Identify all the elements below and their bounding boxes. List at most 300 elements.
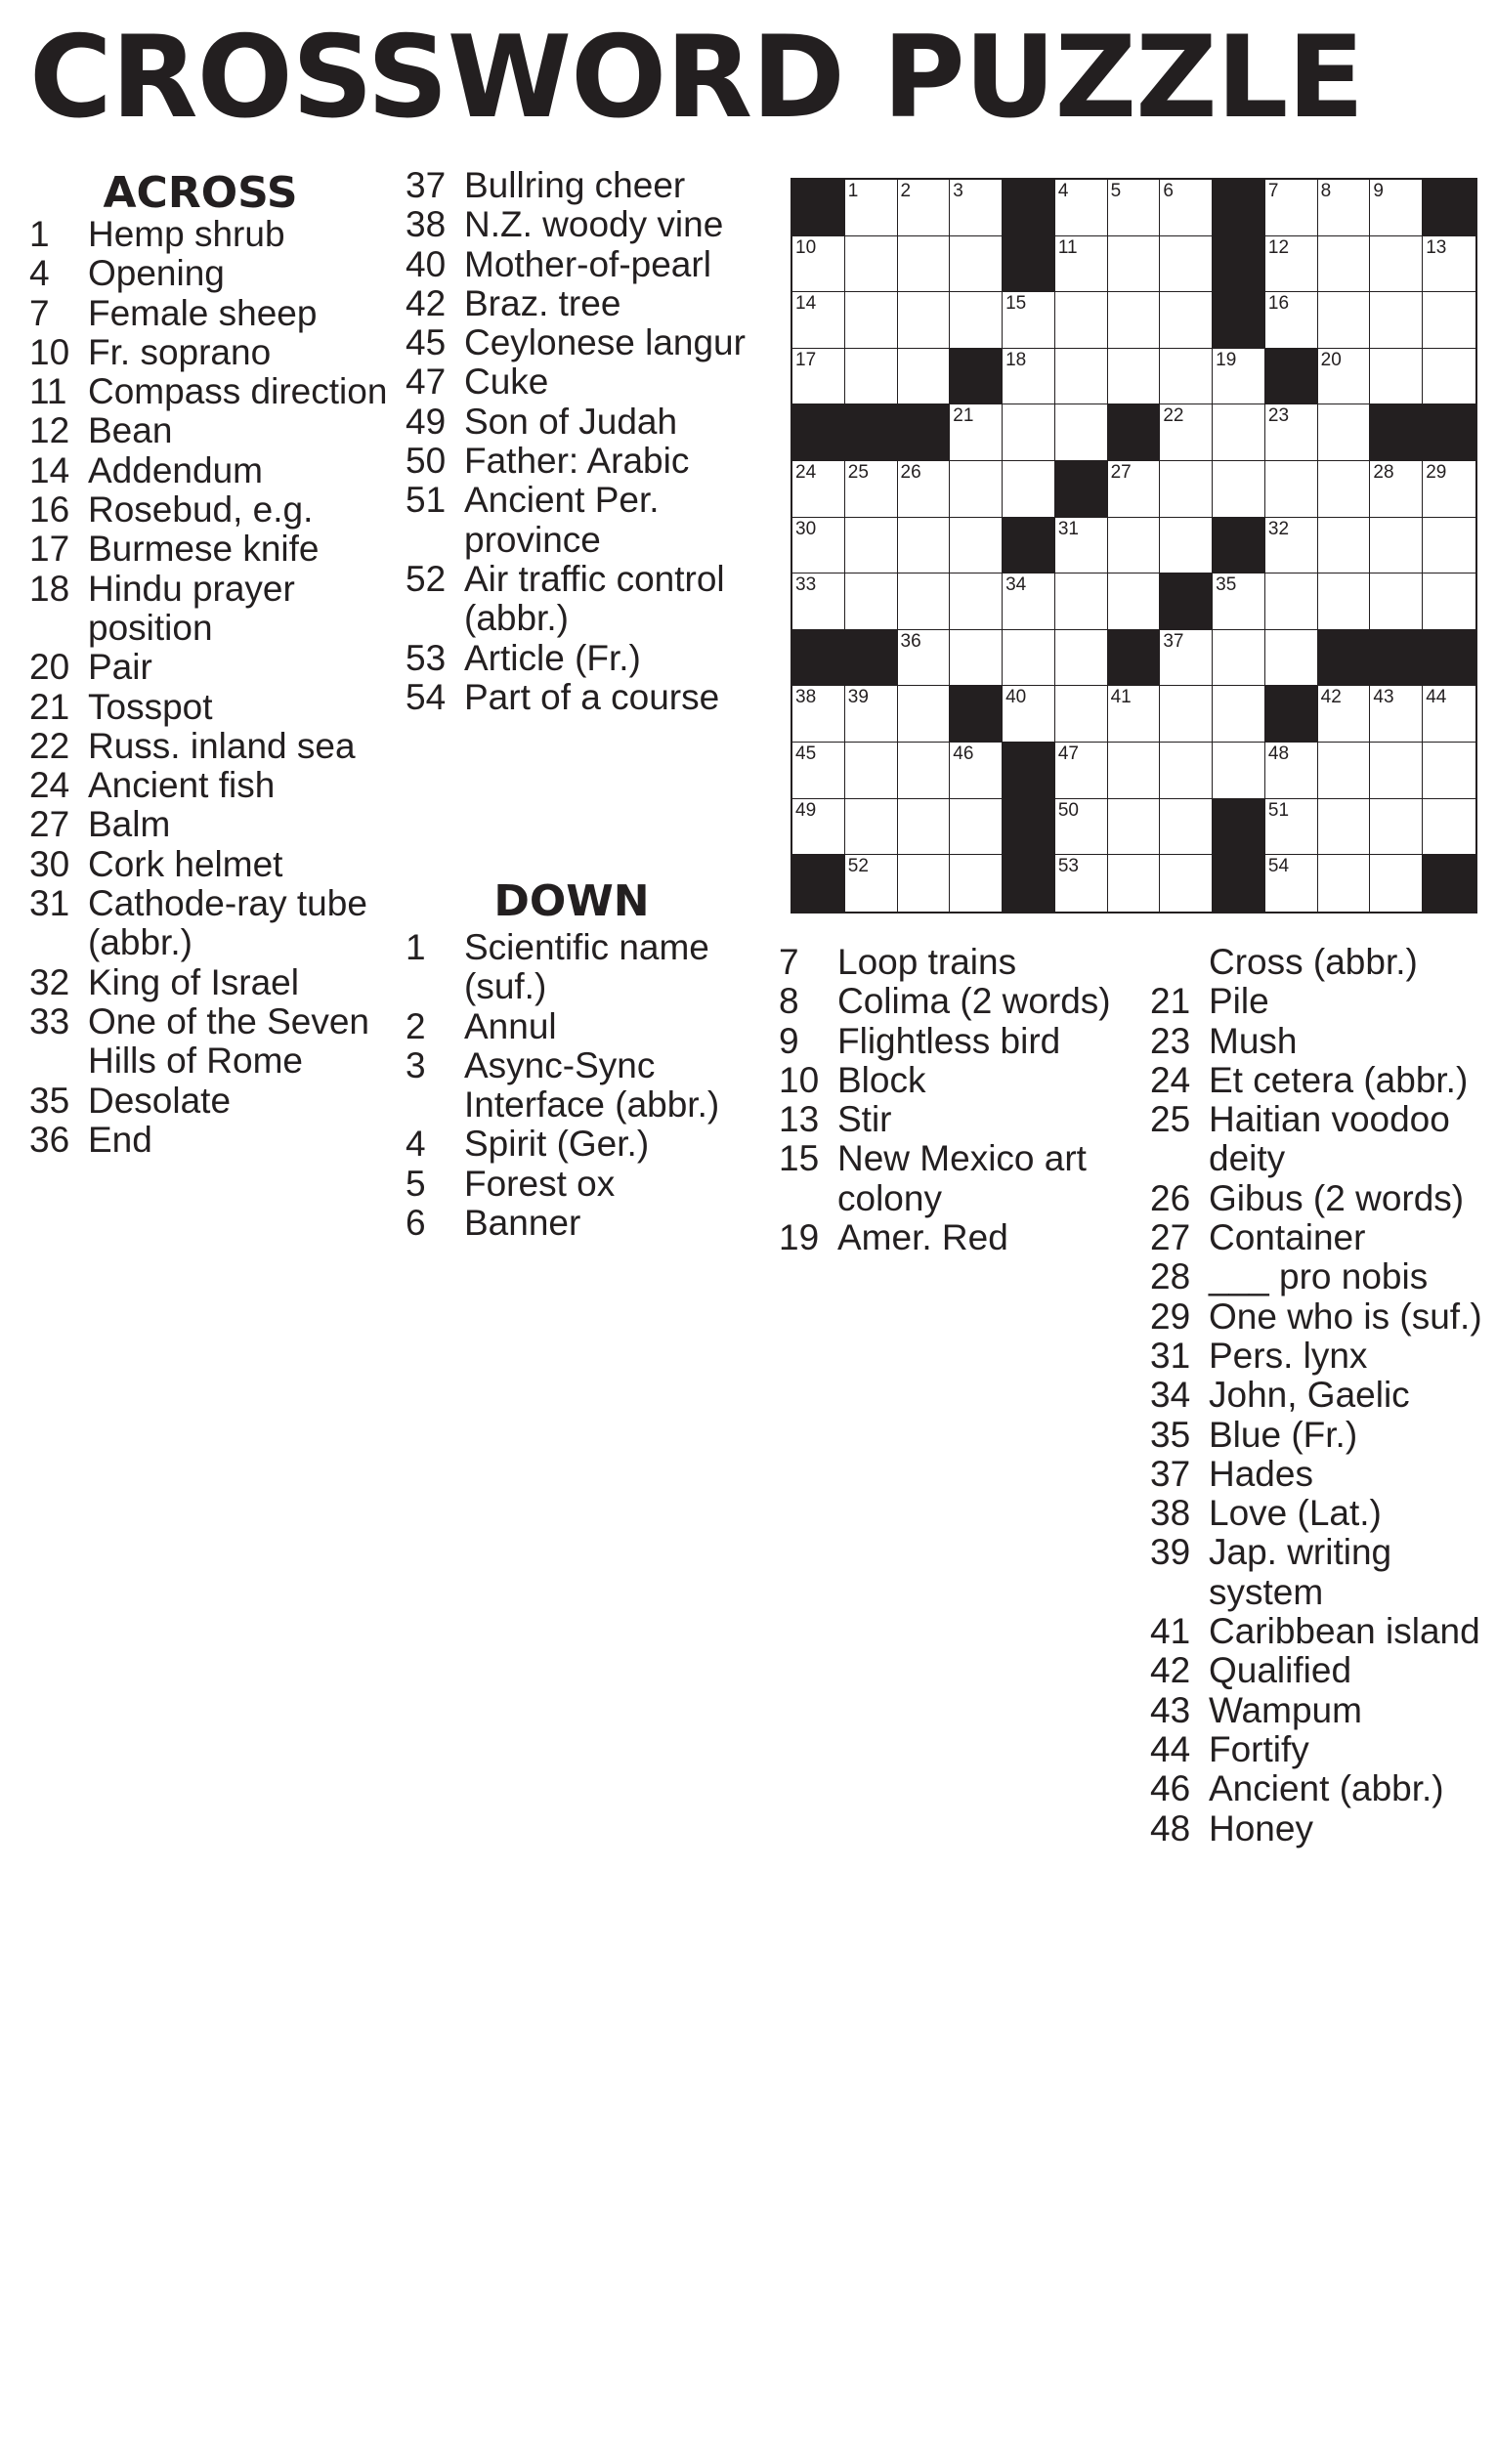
clue-text: Braz. tree — [464, 282, 621, 323]
clue-item — [1150, 1179, 1496, 1218]
clue-number: 27 — [1150, 1217, 1191, 1258]
clue-number: 20 — [29, 647, 70, 688]
clue-item — [29, 490, 391, 530]
grid-cell[interactable] — [1265, 180, 1318, 236]
clue-item — [29, 963, 391, 1002]
cell-number: 7 — [1267, 181, 1279, 201]
grid-cell[interactable] — [1055, 404, 1108, 461]
clue-text: Part of a course — [464, 676, 720, 717]
clue-text: Mother-of-pearl — [464, 243, 711, 284]
cell-number: 15 — [1005, 293, 1027, 315]
clue-item — [29, 766, 391, 805]
grid-block — [845, 404, 898, 461]
cell-number: 29 — [1426, 462, 1447, 484]
clue-text: Desolate — [88, 1080, 232, 1121]
clue-item — [406, 403, 752, 442]
clue-text: Forest ox — [464, 1163, 616, 1204]
cell-number: 8 — [1320, 181, 1332, 201]
grid-cell[interactable] — [898, 855, 951, 912]
grid-cell[interactable] — [1370, 686, 1423, 743]
grid-cell[interactable] — [1370, 292, 1423, 349]
cell-number: 10 — [795, 236, 817, 258]
grid-cell[interactable] — [845, 799, 898, 856]
grid-cell[interactable] — [792, 518, 845, 574]
cell-number: 17 — [795, 349, 817, 370]
grid-cell[interactable] — [1318, 686, 1371, 743]
clue-item — [406, 205, 752, 244]
clue-item — [29, 530, 391, 569]
grid-block — [792, 855, 845, 912]
grid-cell[interactable] — [1423, 518, 1475, 574]
grid-cell[interactable] — [792, 743, 845, 799]
grid-block — [1213, 799, 1265, 856]
grid-cell[interactable] — [845, 349, 898, 405]
cell-number: 45 — [795, 743, 817, 765]
clue-item — [1150, 1691, 1496, 1730]
cell-number: 6 — [1163, 181, 1174, 201]
grid-cell[interactable] — [1213, 574, 1265, 630]
clue-item — [1150, 1455, 1496, 1494]
clue-text: Hemp shrub — [88, 214, 285, 254]
grid-cell[interactable] — [950, 630, 1003, 687]
clue-item — [29, 805, 391, 844]
clue-number: 54 — [406, 676, 447, 717]
clue-text: Opening — [88, 253, 225, 294]
cell-number: 54 — [1267, 856, 1290, 877]
cell-number: 12 — [1267, 236, 1290, 258]
clue-item — [406, 166, 752, 205]
grid-cell[interactable] — [1213, 630, 1265, 687]
grid-cell[interactable] — [1108, 686, 1161, 743]
clue-item — [1150, 1257, 1496, 1296]
clue-item — [779, 1100, 1135, 1139]
grid-cell[interactable] — [792, 686, 845, 743]
cell-number: 22 — [1163, 405, 1184, 427]
grid-cell[interactable] — [1318, 461, 1371, 518]
grid-cell[interactable] — [1160, 236, 1213, 293]
grid-cell[interactable] — [1265, 799, 1318, 856]
clue-number: 52 — [406, 558, 447, 599]
clue-number: 41 — [1150, 1611, 1191, 1652]
grid-cell[interactable] — [950, 292, 1003, 349]
grid-cell[interactable] — [1003, 686, 1055, 743]
clue-item — [406, 560, 752, 639]
clue-number: 27 — [29, 804, 70, 845]
grid-cell[interactable] — [1108, 799, 1161, 856]
grid-cell[interactable] — [950, 518, 1003, 574]
grid-cell[interactable] — [1160, 292, 1213, 349]
clue-number: 40 — [406, 243, 447, 284]
cell-number: 37 — [1163, 630, 1184, 652]
clue-number: 9 — [779, 1020, 799, 1061]
grid-cell[interactable] — [1423, 461, 1475, 518]
clue-number: 47 — [406, 361, 447, 403]
grid-cell[interactable] — [898, 518, 951, 574]
clue-text: Compass direction — [88, 371, 388, 412]
grid-block — [1003, 855, 1055, 912]
cell-number: 52 — [847, 856, 869, 877]
grid-block — [792, 404, 845, 461]
grid-cell[interactable] — [1423, 236, 1475, 293]
clue-text: Et cetera (abbr.) — [1209, 1059, 1469, 1100]
grid-block — [1423, 404, 1475, 461]
clue-item — [406, 442, 752, 481]
grid-cell[interactable] — [950, 574, 1003, 630]
grid-cell[interactable] — [950, 236, 1003, 293]
grid-cell[interactable] — [845, 855, 898, 912]
cell-number: 16 — [1267, 293, 1290, 315]
clue-text: Bullring cheer — [464, 165, 686, 205]
clue-item — [406, 1125, 752, 1164]
clue-number: 21 — [29, 686, 70, 727]
grid-cell[interactable] — [1423, 686, 1475, 743]
grid-cell[interactable] — [1265, 518, 1318, 574]
grid-cell[interactable] — [1318, 799, 1371, 856]
clue-number: 53 — [406, 637, 447, 678]
grid-cell[interactable] — [950, 461, 1003, 518]
clue-text: Pair — [88, 647, 152, 688]
clue-text: Air traffic control (abbr.) — [464, 558, 725, 639]
grid-cell[interactable] — [1160, 743, 1213, 799]
grid-block — [1370, 404, 1423, 461]
grid-cell[interactable] — [1108, 574, 1161, 630]
clue-item — [406, 678, 752, 717]
clue-text: Loop trains — [837, 942, 1017, 982]
grid-block — [898, 404, 951, 461]
across-heading: ACROSS — [103, 168, 298, 218]
clue-number: 21 — [1150, 981, 1191, 1022]
grid-cell[interactable] — [792, 461, 845, 518]
clue-item — [29, 294, 391, 333]
clue-number: 4 — [29, 253, 50, 294]
grid-block — [1003, 180, 1055, 236]
grid-cell[interactable] — [1108, 236, 1161, 293]
clue-number: 31 — [29, 883, 70, 924]
grid-cell[interactable] — [1370, 518, 1423, 574]
grid-cell[interactable] — [1108, 743, 1161, 799]
grid-cell[interactable] — [845, 180, 898, 236]
grid-cell[interactable] — [1318, 743, 1371, 799]
clue-item — [29, 254, 391, 293]
grid-cell[interactable] — [1160, 518, 1213, 574]
grid-cell[interactable] — [1160, 855, 1213, 912]
grid-cell[interactable] — [898, 574, 951, 630]
grid-cell[interactable] — [1003, 404, 1055, 461]
clue-text: Love (Lat.) — [1209, 1493, 1382, 1534]
grid-cell[interactable] — [1213, 743, 1265, 799]
clue-text: Female sheep — [88, 292, 318, 333]
cell-number: 39 — [847, 687, 869, 708]
clue-item — [1150, 1494, 1496, 1533]
clue-item — [1150, 1651, 1496, 1690]
grid-cell[interactable] — [1055, 799, 1108, 856]
grid-cell[interactable] — [845, 292, 898, 349]
grid-block — [1055, 461, 1108, 518]
cell-number: 44 — [1426, 687, 1447, 708]
clue-item — [779, 1022, 1135, 1061]
clue-number: 3 — [406, 1044, 426, 1085]
clue-text: Honey — [1209, 1807, 1313, 1848]
clue-number: 19 — [779, 1217, 820, 1258]
cell-number: 30 — [795, 518, 817, 539]
clue-number: 37 — [1150, 1453, 1191, 1494]
grid-cell[interactable] — [1055, 574, 1108, 630]
grid-cell[interactable] — [1055, 686, 1108, 743]
grid-cell[interactable] — [1423, 292, 1475, 349]
clue-number: 29 — [1150, 1296, 1191, 1337]
grid-cell[interactable] — [1108, 461, 1161, 518]
grid-cell[interactable] — [1265, 630, 1318, 687]
grid-cell[interactable] — [1160, 349, 1213, 405]
clue-number: 4 — [406, 1124, 426, 1165]
clue-item — [29, 451, 391, 490]
grid-cell[interactable] — [1318, 404, 1371, 461]
clue-text: Pers. lynx — [1209, 1335, 1368, 1376]
grid-cell[interactable] — [1423, 349, 1475, 405]
grid-cell[interactable] — [950, 855, 1003, 912]
clue-text: Container — [1209, 1217, 1366, 1258]
clue-text: Wampum — [1209, 1689, 1362, 1730]
cell-number: 31 — [1057, 518, 1079, 539]
grid-cell[interactable] — [1370, 855, 1423, 912]
grid-cell[interactable] — [1318, 349, 1371, 405]
grid-cell[interactable] — [1423, 799, 1475, 856]
grid-cell[interactable] — [1160, 180, 1213, 236]
grid-cell[interactable] — [1213, 404, 1265, 461]
clue-item — [29, 845, 391, 884]
cell-number: 46 — [953, 743, 974, 765]
clue-item — [29, 1121, 391, 1160]
grid-cell[interactable] — [1370, 799, 1423, 856]
grid-cell[interactable] — [1108, 349, 1161, 405]
grid-cell[interactable] — [1318, 236, 1371, 293]
grid-cell[interactable] — [1318, 180, 1371, 236]
grid-cell[interactable] — [1003, 461, 1055, 518]
grid-cell[interactable] — [1213, 349, 1265, 405]
grid-cell[interactable] — [1318, 855, 1371, 912]
clue-number: 37 — [406, 165, 447, 205]
grid-cell[interactable] — [1055, 349, 1108, 405]
clue-text: Pile — [1209, 981, 1269, 1022]
grid-cell[interactable] — [950, 404, 1003, 461]
clue-text: New Mexico art colony — [837, 1138, 1087, 1218]
grid-cell[interactable] — [898, 349, 951, 405]
grid-cell[interactable] — [1055, 180, 1108, 236]
grid-cell[interactable] — [1265, 743, 1318, 799]
grid-cell[interactable] — [1265, 574, 1318, 630]
grid-block — [950, 686, 1003, 743]
grid-cell[interactable] — [1055, 743, 1108, 799]
clue-number: 6 — [406, 1203, 426, 1244]
clue-number: 11 — [29, 371, 67, 412]
clue-number: 33 — [29, 1000, 70, 1041]
cell-number: 19 — [1216, 349, 1237, 370]
grid-cell[interactable] — [1108, 855, 1161, 912]
grid-cell[interactable] — [1003, 630, 1055, 687]
grid-cell[interactable] — [1370, 180, 1423, 236]
clue-text: Cuke — [464, 361, 549, 403]
clue-item — [1150, 1376, 1496, 1415]
grid-cell[interactable] — [898, 180, 951, 236]
grid-cell[interactable] — [1003, 292, 1055, 349]
grid-block — [1160, 574, 1213, 630]
clue-number: 31 — [1150, 1335, 1191, 1376]
clue-text: One who is (suf.) — [1209, 1296, 1482, 1337]
grid-block — [1108, 404, 1161, 461]
cell-number: 33 — [795, 574, 817, 596]
grid-cell[interactable] — [1318, 518, 1371, 574]
grid-cell[interactable] — [1055, 630, 1108, 687]
grid-cell[interactable] — [1160, 799, 1213, 856]
grid-cell[interactable] — [898, 236, 951, 293]
clue-number: 46 — [1150, 1768, 1191, 1809]
clue-item — [29, 215, 391, 254]
grid-cell[interactable] — [1265, 292, 1318, 349]
clue-number: 13 — [779, 1099, 820, 1140]
grid-cell[interactable] — [1003, 349, 1055, 405]
grid-cell[interactable] — [1265, 855, 1318, 912]
clue-text: Cathode-ray tube (abbr.) — [88, 883, 367, 963]
clue-item — [406, 284, 752, 323]
grid-cell[interactable] — [1370, 236, 1423, 293]
clue-number: 15 — [779, 1138, 820, 1179]
grid-cell[interactable] — [1370, 743, 1423, 799]
grid-cell[interactable] — [1108, 180, 1161, 236]
clue-item — [779, 982, 1135, 1021]
grid-cell[interactable] — [1160, 404, 1213, 461]
grid-block — [1423, 855, 1475, 912]
clue-number: 43 — [1150, 1689, 1191, 1730]
clue-item — [1150, 982, 1496, 1021]
clue-number: 30 — [29, 843, 70, 884]
clue-number: 48 — [1150, 1807, 1191, 1848]
grid-cell[interactable] — [1265, 236, 1318, 293]
grid-cell[interactable] — [1055, 236, 1108, 293]
grid-cell[interactable] — [792, 574, 845, 630]
grid-cell[interactable] — [1213, 686, 1265, 743]
grid-cell[interactable] — [1055, 518, 1108, 574]
cell-number: 48 — [1267, 743, 1290, 765]
grid-cell[interactable] — [792, 349, 845, 405]
clue-item — [1150, 1533, 1496, 1612]
cell-number: 23 — [1267, 405, 1290, 427]
clue-text: Balm — [88, 804, 171, 845]
grid-cell[interactable] — [845, 518, 898, 574]
grid-cell[interactable] — [898, 630, 951, 687]
clue-item — [29, 648, 391, 687]
grid-cell[interactable] — [1213, 461, 1265, 518]
grid-cell[interactable] — [1265, 461, 1318, 518]
grid-block — [792, 630, 845, 687]
grid-cell[interactable] — [1055, 855, 1108, 912]
down-heading: DOWN — [493, 876, 650, 926]
grid-block — [792, 180, 845, 236]
grid-cell[interactable] — [1318, 574, 1371, 630]
grid-cell[interactable] — [950, 743, 1003, 799]
grid-cell[interactable] — [1003, 574, 1055, 630]
grid-cell[interactable] — [1055, 292, 1108, 349]
clue-item — [406, 928, 752, 1007]
grid-cell[interactable] — [1160, 630, 1213, 687]
clue-text: Caribbean island — [1209, 1611, 1480, 1652]
grid-cell[interactable] — [845, 461, 898, 518]
grid-cell[interactable] — [1108, 292, 1161, 349]
grid-cell[interactable] — [1370, 461, 1423, 518]
grid-cell[interactable] — [1423, 743, 1475, 799]
grid-cell[interactable] — [845, 686, 898, 743]
clue-item — [779, 1139, 1135, 1218]
grid-cell[interactable] — [1160, 686, 1213, 743]
grid-cell[interactable] — [1318, 292, 1371, 349]
grid-cell[interactable] — [898, 743, 951, 799]
grid-cell[interactable] — [1370, 574, 1423, 630]
grid-block — [1423, 180, 1475, 236]
grid-cell[interactable] — [1108, 518, 1161, 574]
clue-text: Fr. soprano — [88, 331, 272, 372]
grid-cell[interactable] — [792, 292, 845, 349]
grid-cell[interactable] — [1423, 574, 1475, 630]
grid-cell[interactable] — [898, 799, 951, 856]
grid-block — [1318, 630, 1371, 687]
clue-number: 7 — [29, 292, 50, 333]
clue-item — [779, 1061, 1135, 1100]
clue-item — [1150, 1100, 1496, 1179]
grid-block — [1265, 686, 1318, 743]
cell-number: 3 — [953, 181, 963, 201]
cell-number: 47 — [1057, 743, 1079, 765]
grid-block — [845, 630, 898, 687]
grid-cell[interactable] — [898, 686, 951, 743]
grid-cell[interactable] — [950, 180, 1003, 236]
clue-number: 28 — [1150, 1256, 1191, 1297]
down-clues-column-2 — [779, 943, 1135, 1257]
clue-item — [29, 1082, 391, 1121]
grid-block — [1265, 349, 1318, 405]
clue-text: Father: Arabic — [464, 441, 690, 482]
clue-item — [779, 1218, 1135, 1257]
grid-cell[interactable] — [845, 574, 898, 630]
clue-text: Son of Judah — [464, 401, 678, 442]
grid-cell[interactable] — [1370, 349, 1423, 405]
clue-text: Fortify — [1209, 1728, 1309, 1769]
clue-text: One of the Seven Hills of Rome — [88, 1000, 369, 1082]
clue-item — [1150, 1809, 1496, 1848]
clue-text: Mush — [1209, 1020, 1298, 1061]
grid-cell[interactable] — [950, 799, 1003, 856]
grid-cell[interactable] — [845, 743, 898, 799]
clue-item — [406, 1007, 752, 1046]
grid-cell[interactable] — [1265, 404, 1318, 461]
clue-number: 24 — [1150, 1059, 1191, 1100]
cell-number: 42 — [1320, 687, 1342, 708]
clue-text: Burmese knife — [88, 529, 320, 570]
grid-cell[interactable] — [1160, 461, 1213, 518]
cell-number: 21 — [953, 405, 974, 427]
clue-item — [406, 1204, 752, 1243]
cell-number: 1 — [847, 181, 859, 201]
clue-number: 35 — [1150, 1414, 1191, 1455]
clue-number: 35 — [29, 1080, 70, 1121]
page-title: CROSSWORD PUZZLE — [29, 12, 1364, 144]
grid-cell[interactable] — [898, 461, 951, 518]
grid-cell[interactable] — [845, 236, 898, 293]
grid-cell[interactable] — [898, 292, 951, 349]
clue-text: Colima (2 words) — [837, 981, 1111, 1022]
grid-cell[interactable] — [792, 236, 845, 293]
grid-cell[interactable] — [792, 799, 845, 856]
clue-number: 39 — [1150, 1532, 1191, 1573]
clue-number: 32 — [29, 961, 70, 1002]
